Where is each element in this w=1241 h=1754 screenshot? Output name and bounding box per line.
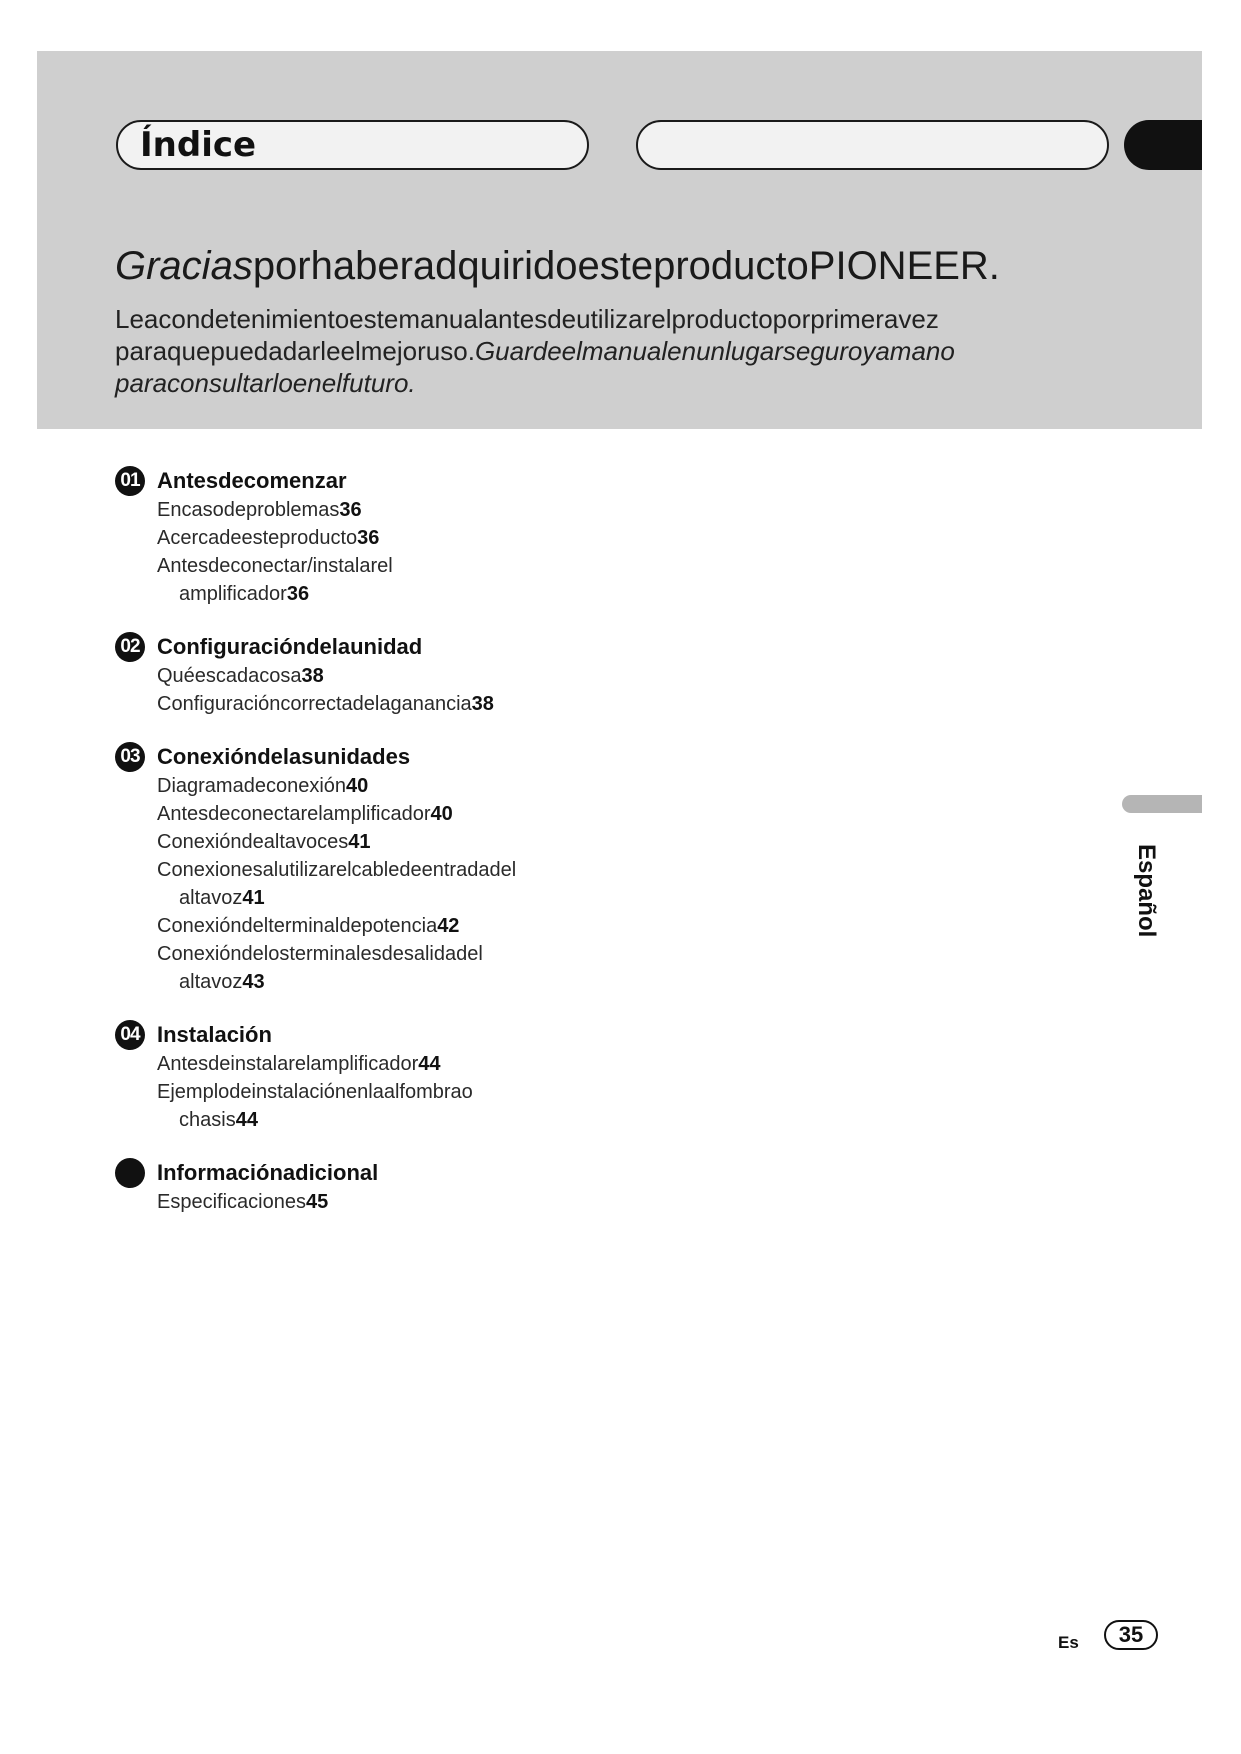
toc-entry-text: Conexióndelterminaldepotencia: [157, 915, 438, 937]
toc-entry-page: 38: [301, 665, 324, 687]
toc-entry: [157, 800, 835, 828]
thanks-rest: porhaberadquiridoesteproductoPIONEER.: [252, 244, 1000, 288]
page-number: 35: [1104, 1620, 1158, 1650]
thanks-heading: [115, 244, 1175, 289]
intro-line-2-italic: Guardeelmanualenunlugarseguroyamano: [474, 336, 955, 366]
language-side-label: Español: [1133, 844, 1160, 938]
toc-entry-continuation-text: chasis: [179, 1109, 236, 1131]
toc-entry-text: Conexióndealtavoces: [157, 831, 349, 853]
toc-entry: [157, 856, 835, 912]
toc-entry-page: 36: [339, 499, 362, 521]
page-title: Índice: [140, 125, 257, 165]
toc-entry-page: 36: [286, 583, 310, 605]
section-number-badge: 04: [115, 1020, 145, 1050]
section-number-badge: 02: [115, 632, 145, 662]
toc-section-header: [115, 466, 835, 496]
toc-entry-text: Antesdeconectarelamplificador: [157, 803, 431, 825]
toc-section-header: [115, 742, 835, 772]
toc-entry-text: Especificaciones: [157, 1191, 306, 1213]
toc-entry-page: 44: [418, 1053, 441, 1075]
section-title: Informaciónadicional: [157, 1160, 379, 1185]
thanks-italic: Gracias: [115, 244, 253, 288]
title-pill: [116, 120, 589, 170]
toc-entry-page: 38: [471, 693, 494, 715]
toc-entry: [157, 552, 835, 608]
toc-entry: [157, 912, 835, 940]
toc-entry: [157, 496, 835, 524]
toc-entry-text: Ejemplodeinstalaciónenlaalfombrao: [157, 1081, 473, 1103]
intro-line-2: paraquepuedadarleelmejoruso.: [115, 336, 475, 366]
toc-entry-page: 36: [357, 527, 380, 549]
table-of-contents: [115, 466, 835, 1240]
toc-entry-page: 40: [430, 803, 453, 825]
toc-section-header: [115, 1158, 835, 1188]
toc-entry-continuation-text: amplificador: [179, 583, 287, 605]
toc-section: [115, 1020, 835, 1134]
language-tab-marker: [1122, 795, 1202, 813]
toc-entry: [157, 662, 835, 690]
toc-entry-continuation: [157, 1106, 835, 1134]
toc-entry-text: Configuracióncorrectadelaganancia: [157, 693, 472, 715]
intro-paragraph: [115, 303, 1115, 399]
blank-pill: [636, 120, 1109, 170]
toc-entry: [157, 1050, 835, 1078]
section-number-badge: [115, 1158, 145, 1188]
toc-section: [115, 632, 835, 718]
section-title: Instalación: [157, 1022, 272, 1047]
intro-line-3: paraconsultarloenelfuturo.: [115, 368, 416, 398]
toc-entry-page: 45: [305, 1191, 329, 1213]
section-title: Configuracióndelaunidad: [157, 634, 423, 659]
toc-entry-text: Encasodeproblemas: [157, 499, 340, 521]
toc-entry: [157, 772, 835, 800]
toc-section-header: [115, 1020, 835, 1050]
footer-language-code: Es: [1058, 1633, 1079, 1652]
toc-entry: [157, 1078, 835, 1134]
section-title: Antesdecomenzar: [157, 468, 347, 493]
section-number-badge: 01: [115, 466, 145, 496]
toc-entry-page: 41: [242, 887, 265, 909]
toc-entry-continuation-text: altavoz: [179, 887, 243, 909]
toc-entry: [157, 690, 835, 718]
toc-entry-page: 44: [235, 1109, 258, 1131]
intro-line-1: Leacondetenimientoestemanualantesdeutilizarelproductoporprimeravez: [115, 304, 939, 334]
toc-entry-text: Antesdeconectar/instalarel: [157, 555, 393, 577]
section-tab-black: [1124, 120, 1202, 170]
toc-entry-text: Quéescadacosa: [157, 665, 302, 687]
toc-entry-continuation: [157, 968, 835, 996]
toc-entry-text: Conexionesalutilizarelcabledeentradadel: [157, 859, 517, 881]
toc-entry: [157, 940, 835, 996]
toc-entry: [157, 1188, 835, 1216]
toc-entry-page: 43: [242, 971, 265, 993]
section-title: Conexióndelasunidades: [157, 744, 411, 769]
toc-entry-page: 40: [346, 775, 369, 797]
toc-entry-page: 41: [348, 831, 371, 853]
toc-entry-continuation-text: altavoz: [179, 971, 243, 993]
toc-section: [115, 466, 835, 608]
toc-entry-text: Acercadeesteproducto: [157, 527, 358, 549]
toc-entry: [157, 524, 835, 552]
toc-section: [115, 742, 835, 996]
toc-entry-page: 42: [437, 915, 460, 937]
toc-entry-text: Diagramadeconexión: [157, 775, 347, 797]
toc-section-header: [115, 632, 835, 662]
toc-entry: [157, 828, 835, 856]
toc-entry-continuation: [157, 580, 835, 608]
section-number-badge: 03: [115, 742, 145, 772]
toc-entry-text: Antesdeinstalarelamplificador: [157, 1053, 419, 1075]
toc-entry-continuation: [157, 884, 835, 912]
toc-section: [115, 1158, 835, 1216]
toc-entry-text: Conexióndelosterminalesdesalidadel: [157, 943, 483, 965]
